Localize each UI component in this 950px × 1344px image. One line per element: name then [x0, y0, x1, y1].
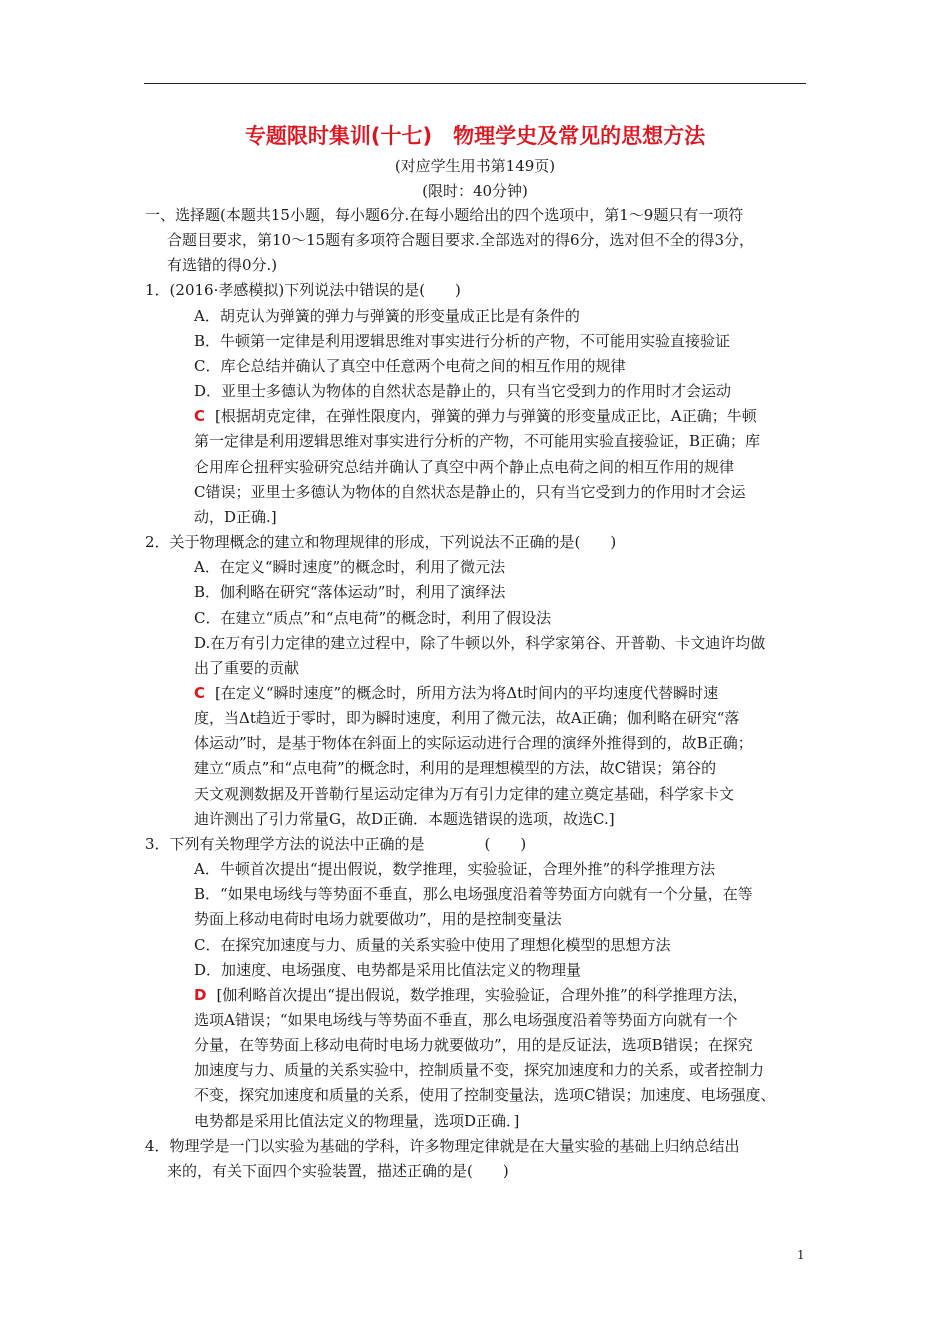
answer-text: 选项A错误；“如果电场线与等势面不垂直，那么电场强度沿着等势面方向就有一个: [194, 1011, 738, 1029]
answer-explanation: [145, 455, 807, 480]
question-option: A．牛顿首次提出“提出假说，数学推理，实验验证，合理外推”的科学推理方法: [194, 860, 716, 879]
answer-explanation: [145, 782, 807, 807]
answer-explanation: [145, 706, 807, 731]
answer-explanation: [145, 480, 807, 505]
question-stem: 3．下列有关物理学方法的说法中正确的是 ( ): [145, 834, 527, 853]
answer-letter: C: [194, 683, 206, 702]
question-option: A．胡克认为弹簧的弹力与弹簧的形变量成正比是有条件的: [194, 306, 580, 325]
section-instructions: 合题目要求，第10～15题有多项符合题目要求.全部选对的得6分，选对但不全的得3分，: [167, 231, 755, 250]
answer-explanation: [145, 1008, 807, 1033]
header-rule: [144, 83, 806, 84]
question-stem: 2．关于物理概念的建立和物理规律的形成，下列说法不正确的是( ): [145, 533, 617, 552]
answer-explanation: [145, 1033, 807, 1058]
answer-text: 仑用库仑扭秤实验研究总结并确认了真空中两个静止点电荷之间的相互作用的规律: [194, 457, 735, 476]
answer-text: 动，D正确.]: [194, 507, 277, 526]
question-option: B．“如果电场线与等势面不垂直，那么电场强度沿着等势面方向就有一个分量，在等: [194, 885, 753, 904]
answer-text: 建立“质点”和“点电荷”的概念时，利用的是理想模型的方法，故C错误；第谷的: [194, 759, 717, 778]
answer-explanation: [145, 807, 807, 832]
time-limit: (限时：40分钟): [422, 182, 528, 200]
answer-explanation: [145, 1058, 807, 1083]
answer-explanation: [145, 429, 807, 454]
answer-explanation: [145, 1109, 807, 1134]
answer-text: [在定义“瞬时速度”的概念时，所用方法为将Δt时间内的平均速度代替瞬时速: [215, 683, 719, 702]
answer-explanation: [145, 505, 807, 530]
answer-text: 体运动”时，是基于物体在斜面上的实际运动进行合理的演绎外推得到的，故B正确；: [194, 734, 753, 753]
answer-text: 不变，探究加速度和质量的关系，使用了控制变量法，选项C错误；加速度、电场强度、: [194, 1086, 776, 1105]
answer-text: 迪许测出了引力常量G，故D正确．本题选错误的选项，故选C.]: [194, 809, 615, 828]
answer-text: C错误；亚里士多德认为物体的自然状态是静止的，只有当它受到力的作用时才会运: [194, 482, 746, 501]
book-reference: (对应学生用书第149页): [394, 157, 556, 175]
question-option: B．伽利略在研究“落体运动”时，利用了演绎法: [194, 583, 506, 602]
answer-text: [根据胡克定律，在弹性限度内，弹簧的弹力与弹簧的形变量成正比，A正确；牛顿: [215, 407, 757, 426]
page-title: 专题限时集训(十七) 物理学史及常见的思想方法: [244, 124, 706, 148]
document-body: [145, 203, 807, 1184]
answer-explanation: [145, 1083, 807, 1108]
question-option: C．在建立“质点”和“点电荷”的概念时，利用了假设法: [194, 608, 552, 627]
question-option: D.在万有引力定律的建立过程中，除了牛顿以外，科学家第谷、开普勒、卡文迪许均做: [194, 633, 766, 652]
question-stem: 来的，有关下面四个实验装置，描述正确的是( ): [167, 1161, 509, 1180]
section-instructions: 有选错的得0分.): [167, 256, 278, 275]
page-number: 1: [797, 1248, 805, 1262]
question-option: B．牛顿第一定律是利用逻辑思维对事实进行分析的产物，不可能用实验直接验证: [194, 331, 731, 350]
question-option: A．在定义“瞬时速度”的概念时，利用了微元法: [194, 558, 506, 577]
answer-explanation: [145, 756, 807, 781]
section-instructions: 一、选择题(本题共15小题，每小题6分.在每小题给出的四个选项中，第1～9题只有一项符: [145, 206, 744, 224]
answer-text: [伽利略首次提出“提出假说，数学推理，实验验证，合理外推”的科学推理方法，: [216, 985, 748, 1004]
answer-explanation: [145, 731, 807, 756]
answer-letter: D: [194, 985, 207, 1004]
answer-text: 加速度与力、质量的关系实验中，控制质量不变，探究加速度和力的关系，或者控制力: [194, 1061, 765, 1080]
question-option: C．在探究加速度与力、质量的关系实验中使用了理想化模型的思想方法: [194, 935, 671, 954]
answer-text: 第一定律是利用逻辑思维对事实进行分析的产物，不可能用实验直接验证，B正确；库: [194, 432, 761, 451]
question-option: 势面上移动电荷时电场力就要做功”，用的是控制变量法: [194, 910, 562, 929]
answer-text: 电势都是采用比值法定义的物理量，选项D正确．]: [194, 1111, 520, 1130]
answer-text: 天文观测数据及开普勒行星运动定律为万有引力定律的建立奠定基础，科学家卡文: [194, 784, 735, 803]
question-option: 出了重要的贡献: [194, 658, 300, 677]
question-option: D．加速度、电场强度、电势都是采用比值法定义的物理量: [194, 960, 582, 979]
answer-explanation: [145, 404, 807, 429]
question-stem: 1．(2016·孝感模拟)下列说法中错误的是( ): [145, 281, 461, 300]
question-option: D．亚里士多德认为物体的自然状态是静止的，只有当它受到力的作用时才会运动: [194, 382, 732, 401]
question-option: C．库仑总结并确认了真空中任意两个电荷之间的相互作用的规律: [194, 356, 626, 375]
answer-text: 分量，在等势面上移动电荷时电场力就要做功”，用的是反证法，选项B错误；在探究: [194, 1036, 753, 1055]
answer-letter: C: [194, 407, 206, 426]
answer-explanation: [145, 681, 807, 706]
answer-text: 度，当Δt趋近于零时，即为瞬时速度，利用了微元法，故A正确；伽利略在研究“落: [194, 709, 740, 728]
question-stem: 4．物理学是一门以实验为基础的学科，许多物理定律就是在大量实验的基础上归纳总结出: [145, 1136, 740, 1155]
answer-explanation: [145, 983, 807, 1008]
